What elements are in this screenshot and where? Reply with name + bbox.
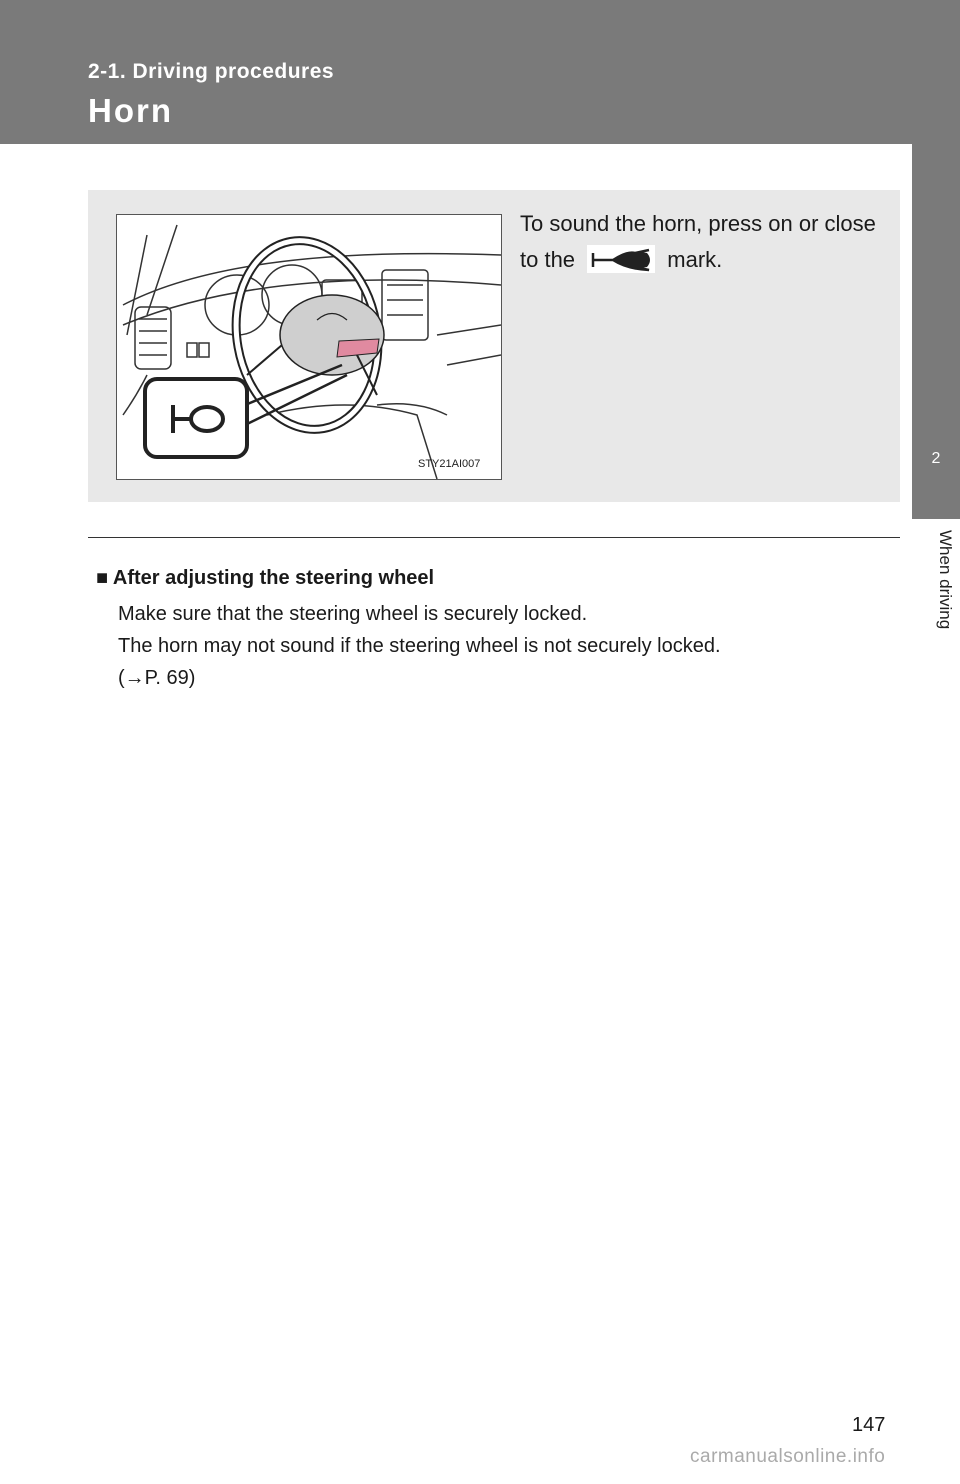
- steering-wheel-illustration: [116, 214, 502, 480]
- note-line: Make sure that the steering wheel is securely locked.: [118, 603, 588, 625]
- horn-instruction: [520, 206, 880, 278]
- instruction-text-after: mark.: [667, 247, 723, 272]
- section-label: 2-1. Driving procedures: [88, 60, 335, 83]
- note-line: The horn may not sound if the steering wheel is not securely locked.: [118, 635, 721, 657]
- page-title: Horn: [88, 92, 173, 129]
- section-divider: [88, 537, 900, 538]
- instruction-text-before: To sound the horn, press on or close to the: [520, 211, 876, 272]
- chapter-number: 2: [931, 450, 941, 467]
- page-number: 147: [852, 1414, 886, 1436]
- page-reference-link[interactable]: (→P. 69): [118, 667, 196, 689]
- side-tab-strip: [912, 144, 960, 416]
- note-body: [118, 598, 896, 694]
- watermark: carmanualsonline.info: [690, 1446, 886, 1467]
- note-heading-text: After adjusting the steering wheel: [112, 567, 435, 589]
- chapter-label: When driving: [936, 530, 955, 630]
- note-heading: [96, 566, 896, 590]
- page-header: [0, 0, 960, 144]
- note-section: [96, 566, 896, 694]
- figure-code: STY21AI007: [418, 458, 481, 470]
- note-bullet-icon: ■: [96, 567, 109, 589]
- dashboard-drawing: [117, 215, 501, 479]
- horn-mark-icon: [587, 245, 655, 273]
